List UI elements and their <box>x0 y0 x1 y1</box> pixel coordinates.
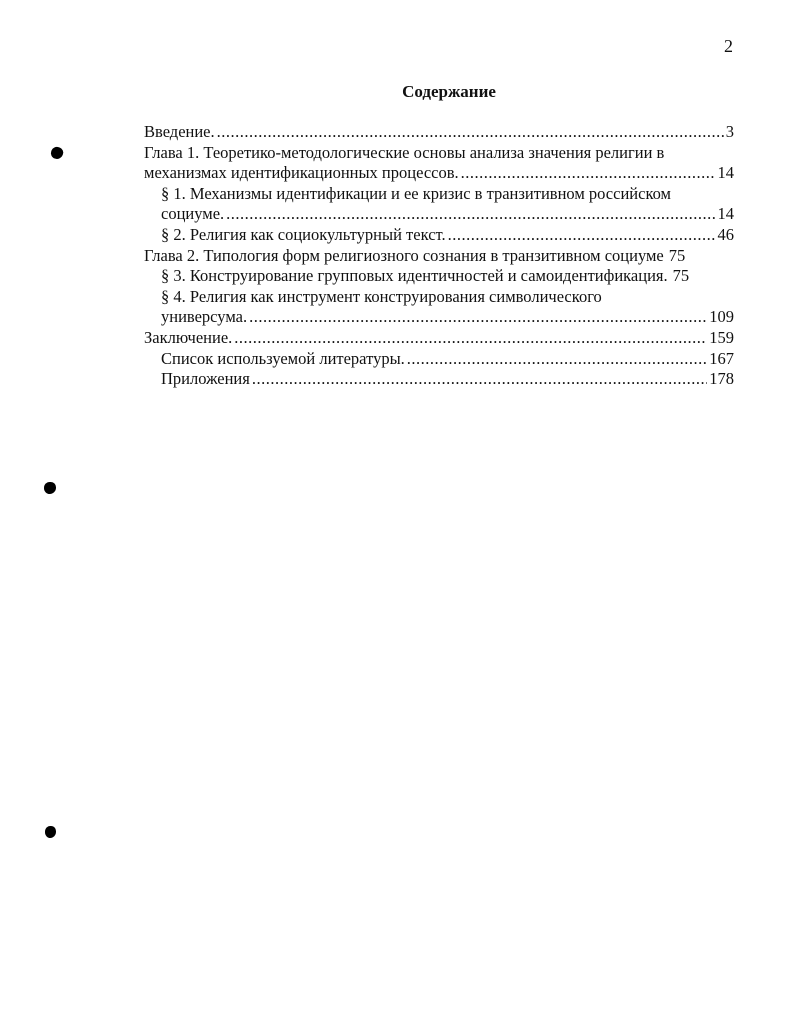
dot-leader <box>249 307 707 328</box>
toc-entry-s3 <box>144 266 734 287</box>
toc-entry-page: 3 <box>725 122 734 141</box>
table-of-contents <box>144 122 734 390</box>
toc-entry-text: Приложения <box>161 369 250 389</box>
binder-hole-mark <box>49 145 64 160</box>
dot-leader <box>461 163 716 184</box>
toc-entry-text: Заключение. <box>144 327 233 347</box>
toc-entry-appendix <box>144 369 734 390</box>
toc-entry-page: 14 <box>717 204 734 224</box>
page-number: 2 <box>724 36 733 56</box>
toc-entry-page: 46 <box>717 224 734 244</box>
toc-entry-text: универсума. <box>161 307 248 327</box>
toc-entry-page: 167 <box>709 348 734 368</box>
toc-entry-s1-line1: § 1. Механизмы идентификации и ее кризис в транзитивном российском <box>161 183 671 203</box>
toc-entry-ch1-line1: Глава 1. Теоретико-методологические основы анализа значения религии в <box>144 142 665 162</box>
binder-hole-mark <box>44 482 56 494</box>
toc-entry-s2 <box>144 225 734 246</box>
dot-leader <box>226 204 715 225</box>
dot-leader <box>448 225 716 246</box>
toc-entry-s1 <box>144 204 734 225</box>
toc-entry-text: механизмах идентификационных процессов. <box>144 163 459 183</box>
toc-entry-page: 75 <box>668 245 686 265</box>
dot-leader <box>407 349 707 370</box>
dot-leader <box>252 369 707 390</box>
toc-entry-text: социуме. <box>161 204 225 224</box>
toc-entry-text: Глава 2. Типология форм религиозного сознания в транзитивном социуме <box>144 245 664 265</box>
toc-entry-text: § 3. Конструирование групповых идентичностей и самоидентификация. <box>161 266 668 286</box>
toc-entry-text: Введение. <box>144 122 215 141</box>
toc-entry-intro <box>144 122 734 143</box>
toc-entry-s4-line1: § 4. Религия как инструмент конструирования символического <box>161 286 602 306</box>
dot-leader <box>234 328 707 349</box>
toc-entry-ch1 <box>144 163 734 184</box>
toc-entry-page: 159 <box>709 327 734 347</box>
toc-entry-page: 109 <box>709 307 734 327</box>
binder-hole-mark <box>45 826 56 838</box>
toc-entry-page: 75 <box>672 266 690 286</box>
toc-entry-text: Список используемой литературы. <box>161 348 405 368</box>
toc-entry-bibliography <box>144 349 734 370</box>
toc-entry-ch2 <box>144 246 734 267</box>
toc-entry-text: § 2. Религия как социокультурный текст. <box>161 224 446 244</box>
toc-entry-s4 <box>144 307 734 328</box>
toc-entry-page: 14 <box>717 163 734 183</box>
toc-entry-page: 178 <box>709 369 734 389</box>
page-title: Содержание <box>402 82 496 101</box>
toc-entry-conclusion <box>144 328 734 349</box>
dot-leader <box>217 122 724 143</box>
